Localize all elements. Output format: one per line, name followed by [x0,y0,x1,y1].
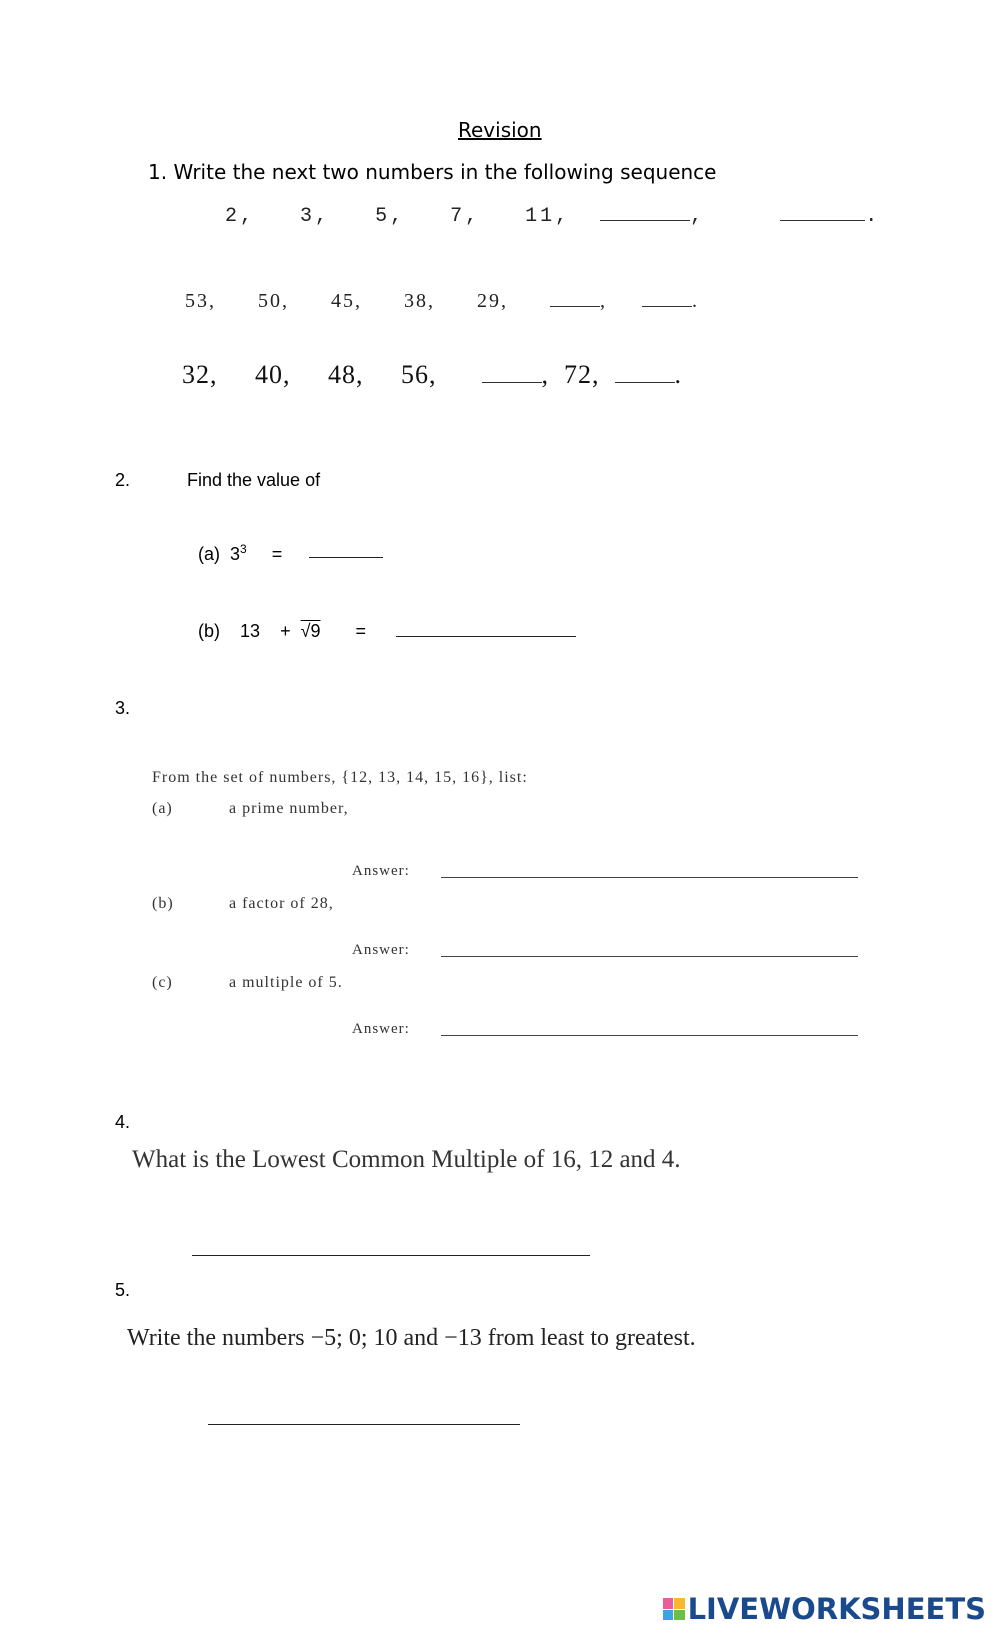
answer-line-3a[interactable] [441,877,858,878]
seq2-term: 45, [331,290,362,312]
logo-text: LIVEWORKSHEETS [687,1592,986,1626]
seq2-term: 50, [258,290,289,312]
answer-blank[interactable] [550,306,600,307]
seq3-term: 72, [564,360,600,389]
seq2-period: . [692,290,699,312]
seq1-term: 5, [375,205,406,228]
number-13: 13 [240,621,261,641]
question-4-text: What is the Lowest Common Multiple of 16, 12 and 4. [132,1146,681,1173]
answer-blank[interactable] [615,382,675,383]
seq2-term: 38, [404,290,435,312]
square-root: √9 [300,621,321,641]
seq1-term: 7, [450,205,481,228]
question-3-intro: From the set of numbers, {12, 13, 14, 15, 16}, list: [152,769,528,786]
seq2-term: 29, [477,290,508,312]
part-text: a prime number, [229,800,349,817]
question-1-text: 1. Write the next two numbers in the following sequence [148,160,717,184]
answer-label: Answer: [352,1021,410,1037]
part-label: (a) [152,800,173,817]
equals-sign: = [271,544,283,564]
answer-line-3b[interactable] [441,956,858,957]
power-exponent: 3 [240,542,247,556]
power-base: 3 [230,544,241,564]
question-5-number: 5. [115,1280,131,1300]
part-text: a factor of 28, [229,895,334,912]
question-2a [198,542,282,565]
answer-blank[interactable] [600,220,690,221]
page-title: Revision [458,118,542,142]
seq3-term: 40, [255,360,291,389]
answer-line-3c[interactable] [441,1035,858,1036]
sequence-2 [185,290,699,313]
question-4-number: 4. [115,1112,131,1132]
seq1-term: 3, [300,205,331,228]
seq1-comma: , [690,205,706,228]
sequence-3 [182,360,682,390]
question-5-text: Write the numbers −5; 0; 10 and −13 from least to greatest. [127,1325,696,1351]
question-3-number: 3. [115,698,131,718]
part-a-label: (a) [198,544,220,564]
answer-blank[interactable] [780,220,865,221]
answer-line-2b[interactable] [396,636,576,637]
answer-blank[interactable] [642,306,692,307]
seq1-period: . [865,205,881,228]
part-label: (b) [152,895,174,912]
equals-sign: = [355,621,367,641]
answer-line-4[interactable] [192,1255,590,1256]
seq3-comma: , [541,360,549,389]
plus-sign: + [280,621,291,641]
part-b-label: (b) [198,621,220,641]
sequence-1 [225,205,880,228]
part-label: (c) [152,974,173,991]
question-2b [198,621,366,642]
part-text: a multiple of 5. [229,974,343,991]
seq3-period: . [674,360,682,389]
question-2-number: 2. [115,470,131,490]
seq3-term: 32, [182,360,218,389]
seq3-term: 56, [401,360,437,389]
seq2-comma: , [600,290,607,312]
seq2-term: 53, [185,290,216,312]
logo-mark-icon [663,1598,685,1620]
answer-blank[interactable] [482,382,542,383]
answer-line-2a[interactable] [309,557,383,558]
answer-label: Answer: [352,863,410,879]
seq1-term: 2, [225,205,256,228]
seq3-term: 48, [328,360,364,389]
answer-label: Answer: [352,942,410,958]
answer-line-5[interactable] [208,1424,520,1425]
seq1-term: 11, [525,205,571,228]
question-2-text: Find the value of [187,470,321,490]
liveworksheets-logo [663,1592,986,1626]
